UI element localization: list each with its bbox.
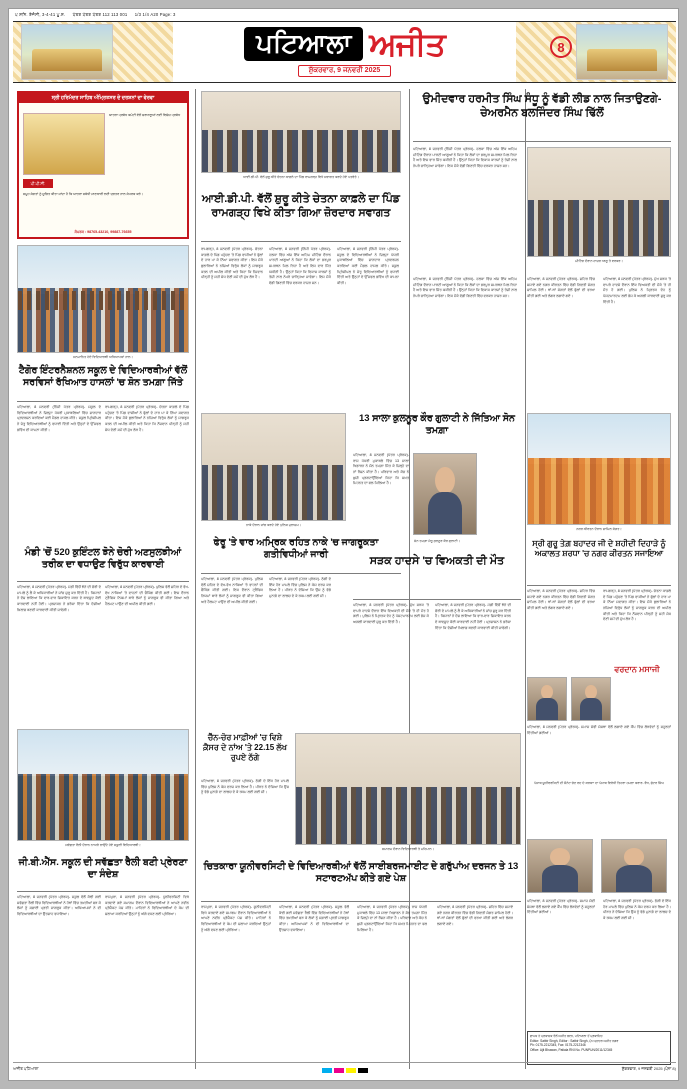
imprint-line2: Editor: Satbir Singh, Editor : Satbir Singh, ਮੁੱਖ ਦਫ਼ਤਰ ਅਜੀਤ ਨਗਰ xyxy=(530,1038,619,1043)
micro-right: 1/3 1/4 A20 Page: 3 xyxy=(134,12,176,17)
article-11-body-col2: ਪਟਿਆਲਾ, 8 ਜਨਵਰੀ (ਪੱਤਰ ਪ੍ਰੇਰਕ)- ਸਕੂਲ ਵੱਲੋਂ ਕੱਢੀ ਗਈ ਸਵੱਛਤਾ ਰੈਲੀ ਵਿੱਚ ਵਿਦਿਆਰਥੀਆਂ ਨੇ ਹੱਥਾਂ ਵਿੱਚ ਤਖ਼ਤੀਆਂ ਫੜ ਕੇ ਲੋਕਾਂ ਨੂੰ ਸਫ਼ਾਈ ਪ੍ਰਤੀ ਜਾਗਰੂਕ ਕੀਤਾ। ਅਧਿਆਪਕਾਂ ਨੇ ਵੀ ਵਿਦਿਆਰਥੀਆਂ ਦਾ ਉਤਸ਼ਾਹ ਵਧਾਇਆ। xyxy=(279,905,349,932)
article-2-headline: ਆਈ.ਡੀ.ਪੀ. ਵੱਲੋਂ ਸ਼ੁਰੂ ਕੀਤੇ ਚੇਤਨਾ ਕਾਫ਼ਲੇ ਦਾ ਪਿੰਡ ਰਾਮਗੜ੍ਹ ਵਿਖੇ ਕੀਤਾ ਗਿਆ ਜ਼ੋਰਦਾਰ ਸਵਾਗਤ xyxy=(202,193,400,219)
article-7-headline: ਸੜਕ ਹਾਦਸੇ 'ਚ ਵਿਅਕਤੀ ਦੀ ਮੌਤ xyxy=(369,555,505,567)
advertisement-box[interactable] xyxy=(17,91,189,239)
article-8-headline: ਸ੍ਰੀ ਗੁਰੂ ਤੇਗ਼ ਬਹਾਦਰ ਜੀ ਦੇ ਸ਼ਹੀਦੀ ਦਿਹਾੜੇ ਨੂੰ ਅਕਾਲਤ ਸ਼ਰਧਾ 'ਚ ਨਗਰ ਕੀਰਤਨ ਸਜਾਇਆ xyxy=(532,539,666,558)
imprint-line4: Office: Ajit Bhawan, Patiala RNI No. PUNPUN/2011/12345 xyxy=(530,1047,613,1052)
article-10-caption: ਸਵੱਛਤਾ ਰੈਲੀ ਦੌਰਾਨ ਨਾਅਰੇ ਲਾਉਂਦੇ ਹੋਏ ਸਕੂਲੀ ਵਿਦਿਆਰਥੀ। xyxy=(65,843,141,847)
article-7-body-col2: ਪਟਿਆਲਾ, 8 ਜਨਵਰੀ (ਪੱਤਰ ਪ੍ਰੇਰਕ)- ਮੰਡੀ ਵਿੱਚੋਂ ਝੋਨੇ ਦੀ ਚੋਰੀ ਦੇ ਮਾਮਲੇ ਨੂੰ ਲੈ ਕੇ ਅਧਿਕਾਰੀਆਂ ਨੇ ਜਾਂਚ ਸ਼ੁਰੂ ਕਰ ਦਿੱਤੀ ਹੈ। ਕਿਸਾਨਾਂ ਨੇ ਦੋਸ਼ ਲਾਇਆ ਕਿ ਵਾਰ-ਵਾਰ ਸ਼ਿਕਾਇਤ ਕਰਨ ਦੇ ਬਾਵਜੂਦ ਕੋਈ ਕਾਰਵਾਈ ਨਹੀਂ ਹੋਈ। ਪ੍ਰਸ਼ਾਸਨ ਨੇ ਭਰੋਸਾ ਦਿੱਤਾ ਕਿ ਦੋਸ਼ੀਆਂ ਖ਼ਿਲਾਫ਼ ਬਣਦੀ ਕਾਰਵਾਈ ਕੀਤੀ ਜਾਵੇਗੀ। xyxy=(435,603,511,630)
right-portrait-1 xyxy=(527,839,593,893)
article-10-photo xyxy=(17,729,189,841)
newspaper-page xyxy=(8,8,679,1081)
article-8-body-col1: ਪਟਿਆਲਾ, 8 ਜਨਵਰੀ (ਪੱਤਰ ਪ੍ਰੇਰਕ)- ਸ਼ਹਿਰ ਵਿੱਚ ਸਜਾਏ ਗਏ ਨਗਰ ਕੀਰਤਨ ਵਿੱਚ ਵੱਡੀ ਗਿਣਤੀ ਸੰਗਤ ਸ਼ਾਮਿਲ ਹੋਈ। ਥਾਂ-ਥਾਂ ਸੰਗਤਾਂ ਵੱਲੋਂ ਫੁੱਲਾਂ ਦੀ ਵਰਖਾ ਕੀਤੀ ਗਈ ਅਤੇ ਲੰਗਰ ਲਗਾਏ ਗਏ। xyxy=(527,589,595,611)
article-10-body-col2: ਰਾਜਪੁਰਾ, 8 ਜਨਵਰੀ (ਪੱਤਰ ਪ੍ਰੇਰਕ)- ਯੂਨੀਵਰਸਿਟੀ ਵਿਖੇ ਕਰਵਾਏ ਗਏ ਸਮਾਗਮ ਦੌਰਾਨ ਵਿਦਿਆਰਥੀਆਂ ਨੇ ਆਪਣੇ ਨਵੀਨ ਪ੍ਰੋਜੈਕਟ ਪੇਸ਼ ਕੀਤੇ। ਮਾਹਿਰਾਂ ਨੇ ਵਿਦਿਆਰਥੀਆਂ ਦੇ ਕੰਮ ਦੀ ਸ਼ਲਾਘਾ ਕਰਦਿਆਂ ਉਨ੍ਹਾਂ ਨੂੰ ਅੱਗੇ ਵਧਣ ਲਈ ਪ੍ਰੇਰਿਆ। xyxy=(105,895,189,917)
article-8-caption: ਨਗਰ ਕੀਰਤਨ ਦੌਰਾਨ ਸ਼ਾਮਿਲ ਸੰਗਤ। xyxy=(576,527,622,531)
article-1-photo xyxy=(527,147,671,257)
article-2-body-col3: ਪਟਿਆਲਾ, 8 ਜਨਵਰੀ (ਨਿੱਜੀ ਪੱਤਰ ਪ੍ਰੇਰਕ)- ਸਕੂਲ ਦੇ ਵਿਦਿਆਰਥੀਆਂ ਨੇ ਜ਼ਿਲ੍ਹਾ ਪੱਧਰੀ ਮੁਕਾਬਲਿਆਂ ਵਿੱਚ ਸ਼ਾਨਦਾਰ ਪ੍ਰਦਰਸ਼ਨ ਕਰਦਿਆਂ ਕਈ ਮੈਡਲ ਹਾਸਲ ਕੀਤੇ। ਸਕੂਲ ਪ੍ਰਿੰਸੀਪਲ ਨੇ ਜੇਤੂ ਵਿਦਿਆਰਥੀਆਂ ਨੂੰ ਵਧਾਈ ਦਿੱਤੀ ਅਤੇ ਉਨ੍ਹਾਂ ਦੇ ਉੱਜਵਲ ਭਵਿੱਖ ਦੀ ਕਾਮਨਾ ਕੀਤੀ। xyxy=(337,247,399,286)
article-3-headline: ਟੈਗੋਰ ਇੰਟਰਨੈਸ਼ਨਲ ਸਕੂਲ ਦੇ ਵਿਦਿਆਰਥੀਆਂ ਵੱਲੋਂ ਸਰਵਿਸਾਂ ਰੱਖਿਆਤ ਹਾਸਲਾਂ 'ਚ ਸ਼ੋਨ ਤਮਗ਼ਾ ਜਿੱਤੇ xyxy=(18,365,188,388)
micro-mid: ਪੱਤਰ ਪੱਤਰ ਪੱਤਰ 112 113 001 xyxy=(72,12,128,17)
article-4-body-col2: ਪਟਿਆਲਾ, 8 ਜਨਵਰੀ (ਪੱਤਰ ਪ੍ਰੇਰਕ)- ਪੁਲਿਸ ਵੱਲੋਂ ਸ਼ਹਿਰ ਦੇ ਵੱਖ-ਵੱਖ ਨਾਕਿਆਂ 'ਤੇ ਵਾਹਨਾਂ ਦੀ ਚੈਕਿੰਗ ਕੀਤੀ ਗਈ। ਇਸ ਦੌਰਾਨ ਟ੍ਰੈਫਿਕ ਨਿਯਮਾਂ ਬਾਰੇ ਲੋਕਾਂ ਨੂੰ ਜਾਗਰੂਕ ਵੀ ਕੀਤਾ ਗਿਆ ਅਤੇ ਹੈਲਮਟ ਪਾਉਣ ਦੀ ਅਪੀਲ ਕੀਤੀ ਗਈ। xyxy=(105,585,189,607)
ad-title: ਸ੍ਰੀ ਹਰਿਮੰਦਰ ਸਾਹਿਬ ਅੰਮ੍ਰਿਤਸਰ ਦੇ ਦਰਸ਼ਨਾਂ ਦਾ ਵੇਰਵਾ xyxy=(19,93,187,103)
ad-sub: ਯਾਤਰਾ ਪ੍ਰਬੰਧ ਕਮੇਟੀ ਵੱਲੋਂ ਸ਼ਰਧਾਲੂਆਂ ਲਈ ਵਿਸ਼ੇਸ਼ ਪ੍ਰਬੰਧ xyxy=(109,113,181,117)
article-6-body: ਪਟਿਆਲਾ, 8 ਜਨਵਰੀ (ਪੱਤਰ ਪ੍ਰੇਰਕ)- ਰਾਜ ਪੱਧਰੀ ਮੁਕਾਬਲੇ ਵਿੱਚ 13 ਸਾਲਾ ਖਿਡਾਰਨ ਨੇ ਸੋਨ ਤਮਗ਼ਾ ਜਿੱਤ ਕੇ ਜ਼ਿਲ੍ਹੇ ਦਾ ਨਾਂ ਰੌਸ਼ਨ ਕੀਤਾ ਹੈ। ਪਰਿਵਾਰ ਅਤੇ ਕੋਚ ਨੇ ਖ਼ੁਸ਼ੀ ਪ੍ਰਗਟਾਉਂਦਿਆਂ ਕਿਹਾ ਕਿ ਸਖ਼ਤ ਮਿਹਨਤ ਦਾ ਫਲ ਮਿਲਿਆ ਹੈ। xyxy=(353,453,409,486)
article-11-body-col3: ਪਟਿਆਲਾ, 8 ਜਨਵਰੀ (ਪੱਤਰ ਪ੍ਰੇਰਕ)- ਰਾਜ ਪੱਧਰੀ ਮੁਕਾਬਲੇ ਵਿੱਚ 13 ਸਾਲਾ ਖਿਡਾਰਨ ਨੇ ਸੋਨ ਤਮਗ਼ਾ ਜਿੱਤ ਕੇ ਜ਼ਿਲ੍ਹੇ ਦਾ ਨਾਂ ਰੌਸ਼ਨ ਕੀਤਾ ਹੈ। ਪਰਿਵਾਰ ਅਤੇ ਕੋਚ ਨੇ ਖ਼ੁਸ਼ੀ ਪ੍ਰਗਟਾਉਂਦਿਆਂ ਕਿਹਾ ਕਿ ਸਖ਼ਤ ਮਿਹਨਤ ਦਾ ਫਲ ਮਿਲਿਆ ਹੈ। xyxy=(357,905,427,932)
article-3-photo xyxy=(17,245,189,353)
article-4-headline: ਮੰਡੀ 'ਚੋਂ 520 ਕੁਇੰਟਲ ਝੋਨੇ ਚੋਰੀ ਅਣਸੁਲਝੀਆਂ ਤਰੀਕ ਦਾ ਵਧਾਉਣ ਵਿਰੁੱਧ ਕਾਰਵਾਈ xyxy=(24,547,182,570)
article-4-body-col1: ਪਟਿਆਲਾ, 8 ਜਨਵਰੀ (ਪੱਤਰ ਪ੍ਰੇਰਕ)- ਮੰਡੀ ਵਿੱਚੋਂ ਝੋਨੇ ਦੀ ਚੋਰੀ ਦੇ ਮਾਮਲੇ ਨੂੰ ਲੈ ਕੇ ਅਧਿਕਾਰੀਆਂ ਨੇ ਜਾਂਚ ਸ਼ੁਰੂ ਕਰ ਦਿੱਤੀ ਹੈ। ਕਿਸਾਨਾਂ ਨੇ ਦੋਸ਼ ਲਾਇਆ ਕਿ ਵਾਰ-ਵਾਰ ਸ਼ਿਕਾਇਤ ਕਰਨ ਦੇ ਬਾਵਜੂਦ ਕੋਈ ਕਾਰਵਾਈ ਨਹੀਂ ਹੋਈ। ਪ੍ਰਸ਼ਾਸਨ ਨੇ ਭਰੋਸਾ ਦਿੱਤਾ ਕਿ ਦੋਸ਼ੀਆਂ ਖ਼ਿਲਾਫ਼ ਬਣਦੀ ਕਾਰਵਾਈ ਕੀਤੀ ਜਾਵੇਗੀ। xyxy=(17,585,101,612)
article-2-photo xyxy=(201,91,401,173)
article-10-body-col1: ਪਟਿਆਲਾ, 8 ਜਨਵਰੀ (ਪੱਤਰ ਪ੍ਰੇਰਕ)- ਸਕੂਲ ਵੱਲੋਂ ਕੱਢੀ ਗਈ ਸਵੱਛਤਾ ਰੈਲੀ ਵਿੱਚ ਵਿਦਿਆਰਥੀਆਂ ਨੇ ਹੱਥਾਂ ਵਿੱਚ ਤਖ਼ਤੀਆਂ ਫੜ ਕੇ ਲੋਕਾਂ ਨੂੰ ਸਫ਼ਾਈ ਪ੍ਰਤੀ ਜਾਗਰੂਕ ਕੀਤਾ। ਅਧਿਆਪਕਾਂ ਨੇ ਵੀ ਵਿਦਿਆਰਥੀਆਂ ਦਾ ਉਤਸ਼ਾਹ ਵਧਾਇਆ। xyxy=(17,895,101,917)
article-1-body-col2: ਪਟਿਆਲਾ, 8 ਜਨਵਰੀ (ਨਿੱਜੀ ਪੱਤਰ ਪ੍ਰੇਰਕ)- ਹਲਕਾ ਵਿੱਚ ਅੱਜ ਇੱਕ ਅਹਿਮ ਮੀਟਿੰਗ ਦੌਰਾਨ ਪਾਰਟੀ ਆਗੂਆਂ ਨੇ ਕਿਹਾ ਕਿ ਲੋਕਾਂ ਦਾ ਭਰਪੂਰ ਸਮਰਥਨ ਮਿਲ ਰਿਹਾ ਹੈ ਅਤੇ ਇਸ ਵਾਰ ਜਿੱਤ ਯਕੀਨੀ ਹੈ। ਉਨ੍ਹਾਂ ਕਿਹਾ ਕਿ ਵਿਕਾਸ ਕਾਰਜਾਂ ਨੂੰ ਤੇਜ਼ੀ ਨਾਲ ਨੇਪਰੇ ਚਾੜ੍ਹਿਆ ਜਾਵੇਗਾ। ਇਸ ਮੌਕੇ ਵੱਡੀ ਗਿਣਤੀ ਵਿੱਚ ਵਰਕਰ ਹਾਜ਼ਰ ਸਨ। xyxy=(413,277,517,299)
masthead-brand: ਅਜੀਤ xyxy=(369,26,445,62)
article-5-body-col1: ਪਟਿਆਲਾ, 8 ਜਨਵਰੀ (ਪੱਤਰ ਪ੍ਰੇਰਕ)- ਪੁਲਿਸ ਵੱਲੋਂ ਸ਼ਹਿਰ ਦੇ ਵੱਖ-ਵੱਖ ਨਾਕਿਆਂ 'ਤੇ ਵਾਹਨਾਂ ਦੀ ਚੈਕਿੰਗ ਕੀਤੀ ਗਈ। ਇਸ ਦੌਰਾਨ ਟ੍ਰੈਫਿਕ ਨਿਯਮਾਂ ਬਾਰੇ ਲੋਕਾਂ ਨੂੰ ਜਾਗਰੂਕ ਵੀ ਕੀਤਾ ਗਿਆ ਅਤੇ ਹੈਲਮਟ ਪਾਉਣ ਦੀ ਅਪੀਲ ਕੀਤੀ ਗਈ। xyxy=(201,577,263,604)
article-1-caption: ਮੀਟਿੰਗ ਦੌਰਾਨ ਹਾਜ਼ਰ ਆਗੂ ਤੇ ਵਰਕਰ। xyxy=(575,259,623,263)
top-micro-bar xyxy=(9,9,678,21)
masthead xyxy=(13,21,676,83)
article-3-caption: ਸਨਮਾਨਿਤ ਹੋਏ ਵਿਦਿਆਰਥੀ ਅਧਿਆਪਕਾਂ ਨਾਲ। xyxy=(73,355,133,359)
imprint-box xyxy=(527,1031,671,1065)
article-9-body: ਪਟਿਆਲਾ, 8 ਜਨਵਰੀ (ਪੱਤਰ ਪ੍ਰੇਰਕ)- ਠੱਗੀ ਦੇ ਇੱਕ ਹੋਰ ਮਾਮਲੇ ਵਿੱਚ ਪੁਲਿਸ ਨੇ ਕੇਸ ਦਰਜ ਕਰ ਲਿਆ ਹੈ। ਪੀੜਤ ਨੇ ਦੱਸਿਆ ਕਿ ਉਸ ਨੂੰ ਵੱਡੇ ਮੁਨਾਫ਼ੇ ਦਾ ਲਾਲਚ ਦੇ ਕੇ ਰਕਮ ਲਈ ਗਈ ਸੀ। xyxy=(201,779,289,795)
article-1-body-col1: ਪਟਿਆਲਾ, 8 ਜਨਵਰੀ (ਨਿੱਜੀ ਪੱਤਰ ਪ੍ਰੇਰਕ)- ਹਲਕਾ ਵਿੱਚ ਅੱਜ ਇੱਕ ਅਹਿਮ ਮੀਟਿੰਗ ਦੌਰਾਨ ਪਾਰਟੀ ਆਗੂਆਂ ਨੇ ਕਿਹਾ ਕਿ ਲੋਕਾਂ ਦਾ ਭਰਪੂਰ ਸਮਰਥਨ ਮਿਲ ਰਿਹਾ ਹੈ ਅਤੇ ਇਸ ਵਾਰ ਜਿੱਤ ਯਕੀਨੀ ਹੈ। ਉਨ੍ਹਾਂ ਕਿਹਾ ਕਿ ਵਿਕਾਸ ਕਾਰਜਾਂ ਨੂੰ ਤੇਜ਼ੀ ਨਾਲ ਨੇਪਰੇ ਚਾੜ੍ਹਿਆ ਜਾਵੇਗਾ। ਇਸ ਮੌਕੇ ਵੱਡੀ ਗਿਣਤੀ ਵਿੱਚ ਵਰਕਰ ਹਾਜ਼ਰ ਸਨ। xyxy=(413,147,517,169)
article-5-body-col2: ਪਟਿਆਲਾ, 8 ਜਨਵਰੀ (ਪੱਤਰ ਪ੍ਰੇਰਕ)- ਠੱਗੀ ਦੇ ਇੱਕ ਹੋਰ ਮਾਮਲੇ ਵਿੱਚ ਪੁਲਿਸ ਨੇ ਕੇਸ ਦਰਜ ਕਰ ਲਿਆ ਹੈ। ਪੀੜਤ ਨੇ ਦੱਸਿਆ ਕਿ ਉਸ ਨੂੰ ਵੱਡੇ ਮੁਨਾਫ਼ੇ ਦਾ ਲਾਲਚ ਦੇ ਕੇ ਰਕਮ ਲਈ ਗਈ ਸੀ। xyxy=(269,577,331,599)
article-11-body-col1: ਰਾਜਪੁਰਾ, 8 ਜਨਵਰੀ (ਪੱਤਰ ਪ੍ਰੇਰਕ)- ਯੂਨੀਵਰਸਿਟੀ ਵਿਖੇ ਕਰਵਾਏ ਗਏ ਸਮਾਗਮ ਦੌਰਾਨ ਵਿਦਿਆਰਥੀਆਂ ਨੇ ਆਪਣੇ ਨਵੀਨ ਪ੍ਰੋਜੈਕਟ ਪੇਸ਼ ਕੀਤੇ। ਮਾਹਿਰਾਂ ਨੇ ਵਿਦਿਆਰਥੀਆਂ ਦੇ ਕੰਮ ਦੀ ਸ਼ਲਾਘਾ ਕਰਦਿਆਂ ਉਨ੍ਹਾਂ ਨੂੰ ਅੱਗੇ ਵਧਣ ਲਈ ਪ੍ਰੇਰਿਆ। xyxy=(201,905,271,932)
ad-footer: ਸੰਪਰਕ : 98765-43210, 99887-76655 xyxy=(74,230,132,234)
ad-badge: ਪੀ.ਪੀ.ਸੀ. xyxy=(23,179,53,188)
article-5-photo xyxy=(201,413,346,521)
masthead-city: ਪਟਿਆਲਾ xyxy=(244,27,363,61)
article-1-body-col3: ਪਟਿਆਲਾ, 8 ਜਨਵਰੀ (ਪੱਤਰ ਪ੍ਰੇਰਕ)- ਸ਼ਹਿਰ ਵਿੱਚ ਸਜਾਏ ਗਏ ਨਗਰ ਕੀਰਤਨ ਵਿੱਚ ਵੱਡੀ ਗਿਣਤੀ ਸੰਗਤ ਸ਼ਾਮਿਲ ਹੋਈ। ਥਾਂ-ਥਾਂ ਸੰਗਤਾਂ ਵੱਲੋਂ ਫੁੱਲਾਂ ਦੀ ਵਰਖਾ ਕੀਤੀ ਗਈ ਅਤੇ ਲੰਗਰ ਲਗਾਏ ਗਏ। xyxy=(527,277,595,299)
article-2-body-col1: ਰਾਮਗੜ੍ਹ, 8 ਜਨਵਰੀ (ਪੱਤਰ ਪ੍ਰੇਰਕ)- ਚੇਤਨਾ ਕਾਫ਼ਲੇ ਦੇ ਪਿੰਡ ਪਹੁੰਚਣ 'ਤੇ ਪਿੰਡ ਵਾਸੀਆਂ ਨੇ ਫੁੱਲਾਂ ਦੇ ਹਾਰ ਪਾ ਕੇ ਨਿੱਘਾ ਸਵਾਗਤ ਕੀਤਾ। ਇਸ ਮੌਕੇ ਬੁਲਾਰਿਆਂ ਨੇ ਨਸ਼ਿਆਂ ਵਿਰੁੱਧ ਲੋਕਾਂ ਨੂੰ ਜਾਗਰੂਕ ਕਰਨ ਦੀ ਅਪੀਲ ਕੀਤੀ ਅਤੇ ਕਿਹਾ ਕਿ ਨੌਜਵਾਨ ਪੀੜ੍ਹੀ ਨੂੰ ਸਹੀ ਸੇਧ ਦੇਣੀ ਸਮੇਂ ਦੀ ਮੁੱਖ ਲੋੜ ਹੈ। xyxy=(201,247,263,280)
article-12-caption: ਪੰਜਾਬ ਯੂਨੀਵਰਸਿਟੀ ਦੀ ਸੈਨੇਟ ਚੋਣ ਰਦ ਦੇ ਕਰਕਾਾ ਦਾ ਪੰਜਾਬ ਵਿਰੋਧੀ ਤਿਹਰਾ ਹਮਲਾ ਕਰਾਰ- ਵੈਧ, ਬੁੱਟਰ ਸਿੰਘ xyxy=(534,781,664,785)
article-6-headline: 13 ਸਾਲਾ ਕੁਲਨੂਰ ਕੌਰ ਗੁਲਾਟੀ ਨੇ ਜਿੱਤਿਆ ਸੋਨ ਤਮਗ਼ਾ xyxy=(359,413,515,436)
article-8-photo xyxy=(527,413,671,525)
article-12-body: ਪਟਿਆਲਾ, 8 ਜਨਵਰੀ (ਪੱਤਰ ਪ੍ਰੇਰਕ)- ਸਮਾਜ ਸੇਵੀ ਸੰਸਥਾ ਵੱਲੋਂ ਲਗਾਏ ਗਏ ਕੈਂਪ ਵਿੱਚ ਲੋੜਵੰਦਾਂ ਨੂੰ ਸਹੂਲਤਾਂ ਦਿੱਤੀਆਂ ਗਈਆਂ। xyxy=(527,725,671,735)
strip-left: ਅਜੀਤ ਪਟਿਆਲਾ xyxy=(13,1066,39,1071)
article-3-body-col2: ਰਾਮਗੜ੍ਹ, 8 ਜਨਵਰੀ (ਪੱਤਰ ਪ੍ਰੇਰਕ)- ਚੇਤਨਾ ਕਾਫ਼ਲੇ ਦੇ ਪਿੰਡ ਪਹੁੰਚਣ 'ਤੇ ਪਿੰਡ ਵਾਸੀਆਂ ਨੇ ਫੁੱਲਾਂ ਦੇ ਹਾਰ ਪਾ ਕੇ ਨਿੱਘਾ ਸਵਾਗਤ ਕੀਤਾ। ਇਸ ਮੌਕੇ ਬੁਲਾਰਿਆਂ ਨੇ ਨਸ਼ਿਆਂ ਵਿਰੁੱਧ ਲੋਕਾਂ ਨੂੰ ਜਾਗਰੂਕ ਕਰਨ ਦੀ ਅਪੀਲ ਕੀਤੀ ਅਤੇ ਕਿਹਾ ਕਿ ਨੌਜਵਾਨ ਪੀੜ੍ਹੀ ਨੂੰ ਸਹੀ ਸੇਧ ਦੇਣੀ ਸਮੇਂ ਦੀ ਮੁੱਖ ਲੋੜ ਹੈ। xyxy=(105,405,189,432)
article-2-caption: ਆਈ.ਡੀ.ਪੀ. ਵੱਲੋਂ ਸ਼ੁਰੂ ਕੀਤੇ ਚੇਤਨਾ ਕਾਫ਼ਲੇ ਦਾ ਪਿੰਡ ਰਾਮਗੜ੍ਹ ਵਿਖੇ ਸਵਾਗਤ ਕਰਦੇ ਹੋਏ ਪਤਵੰਤੇ। xyxy=(243,175,359,179)
imprint-line1: ਛਾਪਕ ਤੇ ਪ੍ਰਕਾਸ਼ਕ ਵੱਲੋਂ ਅਜੀਤ ਭਵਨ, ਪਟਿਆਲਾ ਤੋਂ ਪ੍ਰਕਾਸ਼ਿਤ xyxy=(530,1034,603,1038)
article-12-portrait-a xyxy=(527,677,567,721)
article-11-headline: ਚਿਤਕਾਰਾ ਯੂਨੀਵਰਸਿਟੀ ਦੇ ਵਿਦਿਆਰਥੀਆਂ ਵੱਲੋਂ ਸਾਈਬਰਜਮਾਈਟ ਦੇ ਗਰੁੱਪਾਂਅ ਦਰਜਨ ਤੇ 13 ਸਟਾਰਟਅੱਪ ਕੀਤੇ ਗਏ ਪੇਸ਼ xyxy=(203,861,519,884)
strip-right: ਸ਼ੁੱਕਰਵਾਰ, 9 ਜਨਵਰੀ 2025 (ਪੰਨਾ 8) xyxy=(621,1066,676,1071)
column-rule-1 xyxy=(195,89,196,1069)
ad-note: ਸਮੂਹ ਸੰਗਤਾਂ ਨੂੰ ਸੂਚਿਤ ਕੀਤਾ ਜਾਂਦਾ ਹੈ ਕਿ ਯਾਤਰਾ ਸਬੰਧੀ ਜਾਣਕਾਰੀ ਲਈ ਦਫ਼ਤਰ ਨਾਲ ਸੰਪਰਕ ਕਰੋ। xyxy=(23,192,143,196)
right-body-col2: ਪਟਿਆਲਾ, 8 ਜਨਵਰੀ (ਪੱਤਰ ਪ੍ਰੇਰਕ)- ਠੱਗੀ ਦੇ ਇੱਕ ਹੋਰ ਮਾਮਲੇ ਵਿੱਚ ਪੁਲਿਸ ਨੇ ਕੇਸ ਦਰਜ ਕਰ ਲਿਆ ਹੈ। ਪੀੜਤ ਨੇ ਦੱਸਿਆ ਕਿ ਉਸ ਨੂੰ ਵੱਡੇ ਮੁਨਾਫ਼ੇ ਦਾ ਲਾਲਚ ਦੇ ਕੇ ਰਕਮ ਲਈ ਗਈ ਸੀ। xyxy=(603,899,671,921)
page-number-badge: 8 xyxy=(550,36,572,58)
masthead-photo-right xyxy=(576,24,668,80)
article-11-photo xyxy=(295,733,521,845)
article-11-caption: ਸਮਾਗਮ ਦੌਰਾਨ ਵਿਦਿਆਰਥੀ ਤੇ ਮਹਿਮਾਨ। xyxy=(382,847,434,851)
masthead-photo-left xyxy=(21,24,113,80)
right-body-col1: ਪਟਿਆਲਾ, 8 ਜਨਵਰੀ (ਪੱਤਰ ਪ੍ਰੇਰਕ)- ਸਮਾਜ ਸੇਵੀ ਸੰਸਥਾ ਵੱਲੋਂ ਲਗਾਏ ਗਏ ਕੈਂਪ ਵਿੱਚ ਲੋੜਵੰਦਾਂ ਨੂੰ ਸਹੂਲਤਾਂ ਦਿੱਤੀਆਂ ਗਈਆਂ। xyxy=(527,899,595,915)
masthead-date: ਸ਼ੁੱਕਰਵਾਰ, 9 ਜਨਵਰੀ 2025 xyxy=(298,65,392,77)
article-3-body-col1: ਪਟਿਆਲਾ, 8 ਜਨਵਰੀ (ਨਿੱਜੀ ਪੱਤਰ ਪ੍ਰੇਰਕ)- ਸਕੂਲ ਦੇ ਵਿਦਿਆਰਥੀਆਂ ਨੇ ਜ਼ਿਲ੍ਹਾ ਪੱਧਰੀ ਮੁਕਾਬਲਿਆਂ ਵਿੱਚ ਸ਼ਾਨਦਾਰ ਪ੍ਰਦਰਸ਼ਨ ਕਰਦਿਆਂ ਕਈ ਮੈਡਲ ਹਾਸਲ ਕੀਤੇ। ਸਕੂਲ ਪ੍ਰਿੰਸੀਪਲ ਨੇ ਜੇਤੂ ਵਿਦਿਆਰਥੀਆਂ ਨੂੰ ਵਧਾਈ ਦਿੱਤੀ ਅਤੇ ਉਨ੍ਹਾਂ ਦੇ ਉੱਜਵਲ ਭਵਿੱਖ ਦੀ ਕਾਮਨਾ ਕੀਤੀ। xyxy=(17,405,101,432)
article-11-body-col4: ਪਟਿਆਲਾ, 8 ਜਨਵਰੀ (ਪੱਤਰ ਪ੍ਰੇਰਕ)- ਸ਼ਹਿਰ ਵਿੱਚ ਸਜਾਏ ਗਏ ਨਗਰ ਕੀਰਤਨ ਵਿੱਚ ਵੱਡੀ ਗਿਣਤੀ ਸੰਗਤ ਸ਼ਾਮਿਲ ਹੋਈ। ਥਾਂ-ਥਾਂ ਸੰਗਤਾਂ ਵੱਲੋਂ ਫੁੱਲਾਂ ਦੀ ਵਰਖਾ ਕੀਤੀ ਗਈ ਅਤੇ ਲੰਗਰ ਲਗਾਏ ਗਏ। xyxy=(437,905,513,927)
column-rule-3 xyxy=(525,89,526,1069)
right-portrait-2 xyxy=(601,839,667,893)
article-12-portrait-b xyxy=(571,677,611,721)
masthead-center xyxy=(178,22,511,82)
micro-left: ਪ ਸ਼ਨਿ. ਏਜੰਸੀ, 3-4-41 ਪੂ.ਸ਼. xyxy=(15,12,66,17)
article-2-body-col2: ਪਟਿਆਲਾ, 8 ਜਨਵਰੀ (ਨਿੱਜੀ ਪੱਤਰ ਪ੍ਰੇਰਕ)- ਹਲਕਾ ਵਿੱਚ ਅੱਜ ਇੱਕ ਅਹਿਮ ਮੀਟਿੰਗ ਦੌਰਾਨ ਪਾਰਟੀ ਆਗੂਆਂ ਨੇ ਕਿਹਾ ਕਿ ਲੋਕਾਂ ਦਾ ਭਰਪੂਰ ਸਮਰਥਨ ਮਿਲ ਰਿਹਾ ਹੈ ਅਤੇ ਇਸ ਵਾਰ ਜਿੱਤ ਯਕੀਨੀ ਹੈ। ਉਨ੍ਹਾਂ ਕਿਹਾ ਕਿ ਵਿਕਾਸ ਕਾਰਜਾਂ ਨੂੰ ਤੇਜ਼ੀ ਨਾਲ ਨੇਪਰੇ ਚਾੜ੍ਹਿਆ ਜਾਵੇਗਾ। ਇਸ ਮੌਕੇ ਵੱਡੀ ਗਿਣਤੀ ਵਿੱਚ ਵਰਕਰ ਹਾਜ਼ਰ ਸਨ। xyxy=(269,247,331,286)
bottom-strip xyxy=(13,1062,676,1076)
article-5-caption: ਨਾਕੇ ਦੌਰਾਨ ਜਾਂਚ ਕਰਦੇ ਹੋਏ ਪੁਲਿਸ ਮੁਲਾਜ਼ਮ। xyxy=(246,523,301,527)
article-1-headline: ਉਮੀਦਵਾਰ ਹਰਮੀਤ ਸਿੰਘ ਸੰਧੂ ਨੂੰ ਵੱਡੀ ਲੀਡ ਨਾਲ ਜਿਤਾਉਣਗੇ-ਚੇਅਰਮੈਨ ਬਲਜਿੰਦਰ ਸਿੰਘ ਢਿੱਲੋਂ xyxy=(422,93,662,119)
article-8-body-col2: ਰਾਮਗੜ੍ਹ, 8 ਜਨਵਰੀ (ਪੱਤਰ ਪ੍ਰੇਰਕ)- ਚੇਤਨਾ ਕਾਫ਼ਲੇ ਦੇ ਪਿੰਡ ਪਹੁੰਚਣ 'ਤੇ ਪਿੰਡ ਵਾਸੀਆਂ ਨੇ ਫੁੱਲਾਂ ਦੇ ਹਾਰ ਪਾ ਕੇ ਨਿੱਘਾ ਸਵਾਗਤ ਕੀਤਾ। ਇਸ ਮੌਕੇ ਬੁਲਾਰਿਆਂ ਨੇ ਨਸ਼ਿਆਂ ਵਿਰੁੱਧ ਲੋਕਾਂ ਨੂੰ ਜਾਗਰੂਕ ਕਰਨ ਦੀ ਅਪੀਲ ਕੀਤੀ ਅਤੇ ਕਿਹਾ ਕਿ ਨੌਜਵਾਨ ਪੀੜ੍ਹੀ ਨੂੰ ਸਹੀ ਸੇਧ ਦੇਣੀ ਸਮੇਂ ਦੀ ਮੁੱਖ ਲੋੜ ਹੈ। xyxy=(603,589,671,622)
article-9-headline: ਚੈੱਨ-ਚੋਰ ਮਾਫ਼ੀਆਂ 'ਚ ਵਿਸ਼ੇ ਕ਼ੈਸਰ ਦੇ ਨਾਂਅ 'ਤੇ 22.15 ਲੱਖ ਰੁਪਏ ਠੱਗੇ xyxy=(203,733,287,762)
imprint-line3: Ph: 0175-2212345, Fax: 0175-2212346 xyxy=(530,1043,586,1048)
article-10-headline: ਜੀ.ਬੀ.ਐੱਸ. ਸਕੂਲ ਦੀ ਸਵੱਛਤਾ ਰੈਲੀ ਬਣੀ ਪ੍ਰੇਰਣਾ ਦਾ ਸੰਦੇਸ਼ xyxy=(18,857,188,880)
article-12-headline: ਵਰਦਾਨ ਮਸਾਜੀ xyxy=(614,665,660,674)
article-6-caption: ਸੋਨ ਤਮਗ਼ਾ ਜੇਤੂ ਕੁਲਨੂਰ ਕੌਰ ਗੁਲਾਟੀ। xyxy=(414,539,460,543)
cmyk-registration-marks xyxy=(322,1068,368,1073)
article-1-body-col4: ਪਟਿਆਲਾ, 8 ਜਨਵਰੀ (ਪੱਤਰ ਪ੍ਰੇਰਕ)- ਮੁੱਖ ਸੜਕ 'ਤੇ ਵਾਪਰੇ ਹਾਦਸੇ ਦੌਰਾਨ ਇੱਕ ਵਿਅਕਤੀ ਦੀ ਮੌਕੇ 'ਤੇ ਹੀ ਮੌਤ ਹੋ ਗਈ। ਪੁਲਿਸ ਨੇ ਮ੍ਰਿਤਕ ਦੇਹ ਨੂੰ ਪੋਸਟਮਾਰਟਮ ਲਈ ਭੇਜ ਕੇ ਅਗਲੀ ਕਾਰਵਾਈ ਸ਼ੁਰੂ ਕਰ ਦਿੱਤੀ ਹੈ। xyxy=(603,277,671,304)
article-7-body-col1: ਪਟਿਆਲਾ, 8 ਜਨਵਰੀ (ਪੱਤਰ ਪ੍ਰੇਰਕ)- ਮੁੱਖ ਸੜਕ 'ਤੇ ਵਾਪਰੇ ਹਾਦਸੇ ਦੌਰਾਨ ਇੱਕ ਵਿਅਕਤੀ ਦੀ ਮੌਕੇ 'ਤੇ ਹੀ ਮੌਤ ਹੋ ਗਈ। ਪੁਲਿਸ ਨੇ ਮ੍ਰਿਤਕ ਦੇਹ ਨੂੰ ਪੋਸਟਮਾਰਟਮ ਲਈ ਭੇਜ ਕੇ ਅਗਲੀ ਕਾਰਵਾਈ ਸ਼ੁਰੂ ਕਰ ਦਿੱਤੀ ਹੈ। xyxy=(353,603,429,625)
article-5-headline: ਫੇਰੂ 'ਤੇ ਵਾਰ ਅਮ੍ਰਿਕ ਰਹਿਤ ਨਾਕੇ 'ਚ ਜਾਗਰੂਕਤਾ ਗਤੀਵਿਧੀਆਂ ਜਾਰੀ xyxy=(213,537,379,560)
ad-image xyxy=(23,113,105,175)
